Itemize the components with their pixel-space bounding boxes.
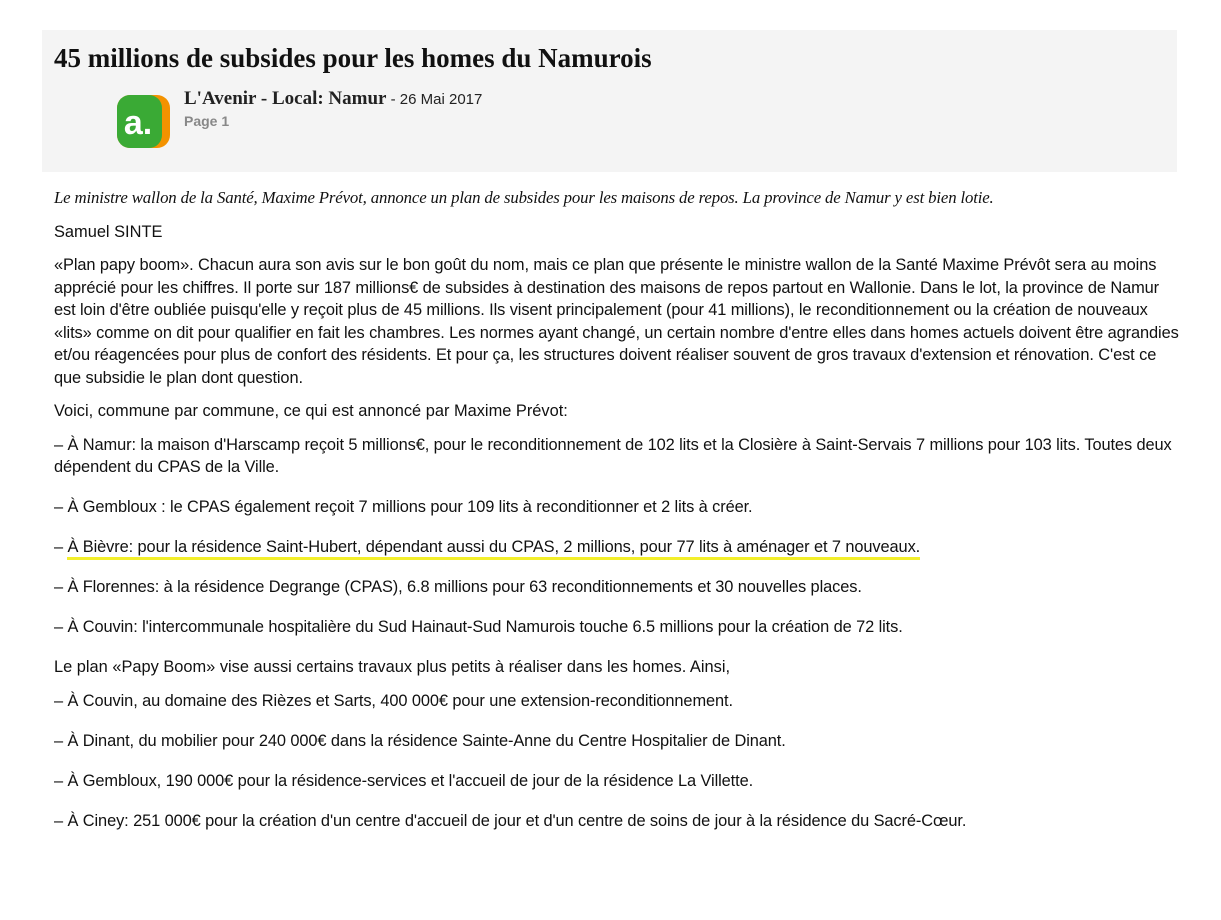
source-line [184,88,482,110]
article-lede: Le ministre wallon de la Santé, Maxime Prévot, annonce un plan de subsides pour les maisons de repos. La province de Namur y est bien lotie. [54,188,994,207]
list-intro: Voici, commune par commune, ce qui est annoncé par Maxime Prévot: [54,402,568,420]
list-item: – À Gembloux, 190 000€ pour la résidence-services et l'accueil de jour de la résidence La Villette. [54,771,754,790]
small-works-list [54,690,1180,833]
list-item: – À Couvin: l'intercommunale hospitalière du Sud Hainaut-Sud Namurois touche 6.5 millions pour la création de 72 lits. [54,618,903,636]
list-item: – À Gembloux : le CPAS également reçoit 7 millions pour 109 lits à reconditionner et 2 lits à créer. [54,498,753,516]
source-name: L'Avenir - Local: Namur [184,88,387,109]
list-item: – À Namur: la maison d'Harscamp reçoit 5 millions€, pour le reconditionnement de 102 lits et la Closière à Saint-Servais 7 millions pour 103 lits. Toutes deux dépendent du CPAS de la Ville. [54,435,1172,476]
yellow-highlight: À Bièvre: pour la résidence Saint-Hubert, dépendant aussi du CPAS, 2 millions, pour 77 lits à aménager et 7 nouveaux. [67,538,920,560]
article-author: Samuel SINTE [54,222,163,241]
list-item: – À Florennes: à la résidence Degrange (CPAS), 6.8 millions pour 63 reconditionnements et 30 nouvelles places. [54,578,862,596]
list-item: – À Ciney: 251 000€ pour la création d'un centre d'accueil de jour et d'un centre de soins de jour à la résidence du Sacré-Cœur. [54,811,967,830]
lavenir-logo [117,95,170,148]
list-item: – À Couvin, au domaine des Rièzes et Sarts, 400 000€ pour une extension-reconditionnement. [54,691,733,710]
article-paragraph: «Plan papy boom». Chacun aura son avis sur le bon goût du nom, mais ce plan que présente le ministre wallon de la Santé Maxime Prévôt sera au moins apprécié pour les chiffres. Il porte sur 187 millions€ de subsides à destination des maisons de repos partout en Wallonie. Dans le lot, la province de Namur est loin d'être oubliée puisqu'elle y reçoit plus de 45 millions. Ils visent principalement (pour 41 millions), le reconditionnement ou la création de nouveaux «lits» comme on dit pour qualifier en fait les chambres. Les normes ayant changé, un certain nombre d'entre elles dans homes actuels doivent être agrandies et/ou réagencées pour plus de confort des résidents. Et pour ça, les structures doivent réaliser souvent de gros travaux d'extension et rénovation. C'est ce que subsidie le plan dont question. [54,256,1179,387]
highlighted-list-item: – À Bièvre: pour la résidence Saint-Hubert, dépendant aussi du CPAS, 2 millions, pour 77 lits à aménager et 7 nouveaux. [54,536,1180,559]
list-intro-secondary: Le plan «Papy Boom» vise aussi certains travaux plus petits à réaliser dans les homes. Ainsi, [54,658,731,676]
page-number: Page 1 [184,113,230,129]
publication-date: - 26 Mai 2017 [386,91,483,108]
logo-letter: a. [123,104,153,142]
article-header [42,30,1177,172]
list-item: – À Dinant, du mobilier pour 240 000€ dans la résidence Sainte-Anne du Centre Hospitalier de Dinant. [54,731,786,750]
article-body [54,187,1180,850]
article-title: 45 millions de subsides pour les homes du Namurois [54,43,652,73]
commune-list [54,434,1180,639]
